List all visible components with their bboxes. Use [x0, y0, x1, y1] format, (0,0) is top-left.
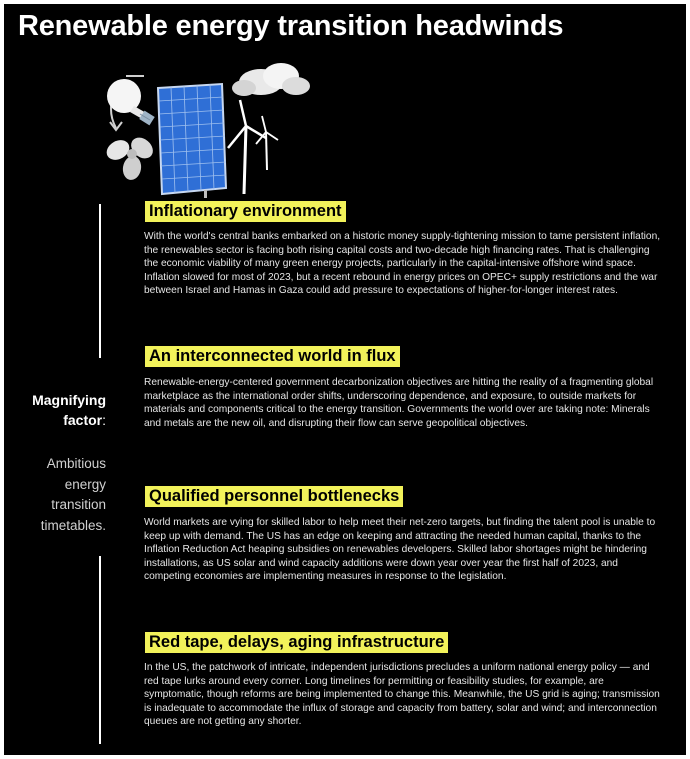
- section-heading-red-tape: Red tape, delays, aging infrastructure: [145, 632, 448, 653]
- section-heading-interconnected: An interconnected world in flux: [145, 346, 400, 367]
- section-body-inflationary: With the world's central banks embarked on a historic money supply-tightening mission to tame persistent inflation, the renewables sector is facing both rising capital costs and two-decade high financing rates. That is challenging the economic viability of many green energy projects, particularly in the capital-intensive offshore wind space. Inflation slowed for most of 2023, but a recent rebound in energy prices on OPEC+ supply restrictions and the war between Israel and Hamas in Gaza could add pressure to expectations of higher-for-longer interest rates.: [144, 231, 661, 297]
- magnifying-factor-description: [41, 454, 106, 536]
- magnifying-label-colon: :: [102, 412, 106, 428]
- section-heading-inflationary: Inflationary environment: [145, 201, 346, 222]
- magnifying-factor-label: [32, 390, 106, 430]
- fan-icon: [103, 133, 157, 181]
- infographic-panel: [4, 4, 686, 755]
- side-sub-line: timetables.: [40, 517, 106, 533]
- side-sub-line: energy: [64, 476, 106, 492]
- wind-turbine-icon: [228, 100, 278, 194]
- page-title: Renewable energy transition headwinds: [18, 10, 564, 42]
- renewable-energy-illustration: [96, 56, 316, 202]
- section-body-red-tape: In the US, the patchwork of intricate, independent jurisdictions precludes a uniform national energy policy — and red tape lurks around every corner. Long timelines for permitting or feasibility studies, for example, are symptomatic, though reforms are being implemented to change this. Meanwhile, the US grid is aging; transmission is inadequate to accommodate the influx of storage and capacity from battery, solar and wind; and interconnection queues are not getting any shorter.: [144, 662, 660, 728]
- divider-line-bottom: [99, 556, 101, 744]
- section-body-personnel: World markets are vying for skilled labor to help meet their net-zero targets, but finding the talent pool is unable to keep up with demand. The US has an edge on keeping and attracting the needed human capital, thanks to the Inflation Reduction Act heaping subsidies on renewables developers. Skilled labor shortages might be hindering installations, as US solar and wind capacity additions were down year over year the first half of 2023, and competing economies are implementing measures in response to the legislation.: [144, 517, 656, 583]
- magnifying-label-line2: factor: [63, 412, 103, 428]
- divider-line-top: [99, 204, 101, 358]
- side-sub-line: Ambitious: [46, 456, 106, 471]
- section-body-interconnected: Renewable-energy-centered government decarbonization objectives are hitting the reality of a fragmenting global marketplace as the international order shifts, underscoring dependence, and exposure, to outside markets for materials and components critical to the energy transition. Governments the world over are taking note: Minerals and metals are the new oil, and disrupting their flow can serve geopolitical objectives.: [144, 377, 654, 429]
- cloud-icon: [232, 63, 310, 96]
- magnifying-label-line1: Magnifying: [32, 392, 106, 408]
- side-sub-line: transition: [51, 497, 106, 512]
- section-heading-personnel: Qualified personnel bottlenecks: [145, 486, 403, 507]
- solar-panel-icon: [158, 84, 226, 198]
- light-bulb-icon: [107, 79, 155, 125]
